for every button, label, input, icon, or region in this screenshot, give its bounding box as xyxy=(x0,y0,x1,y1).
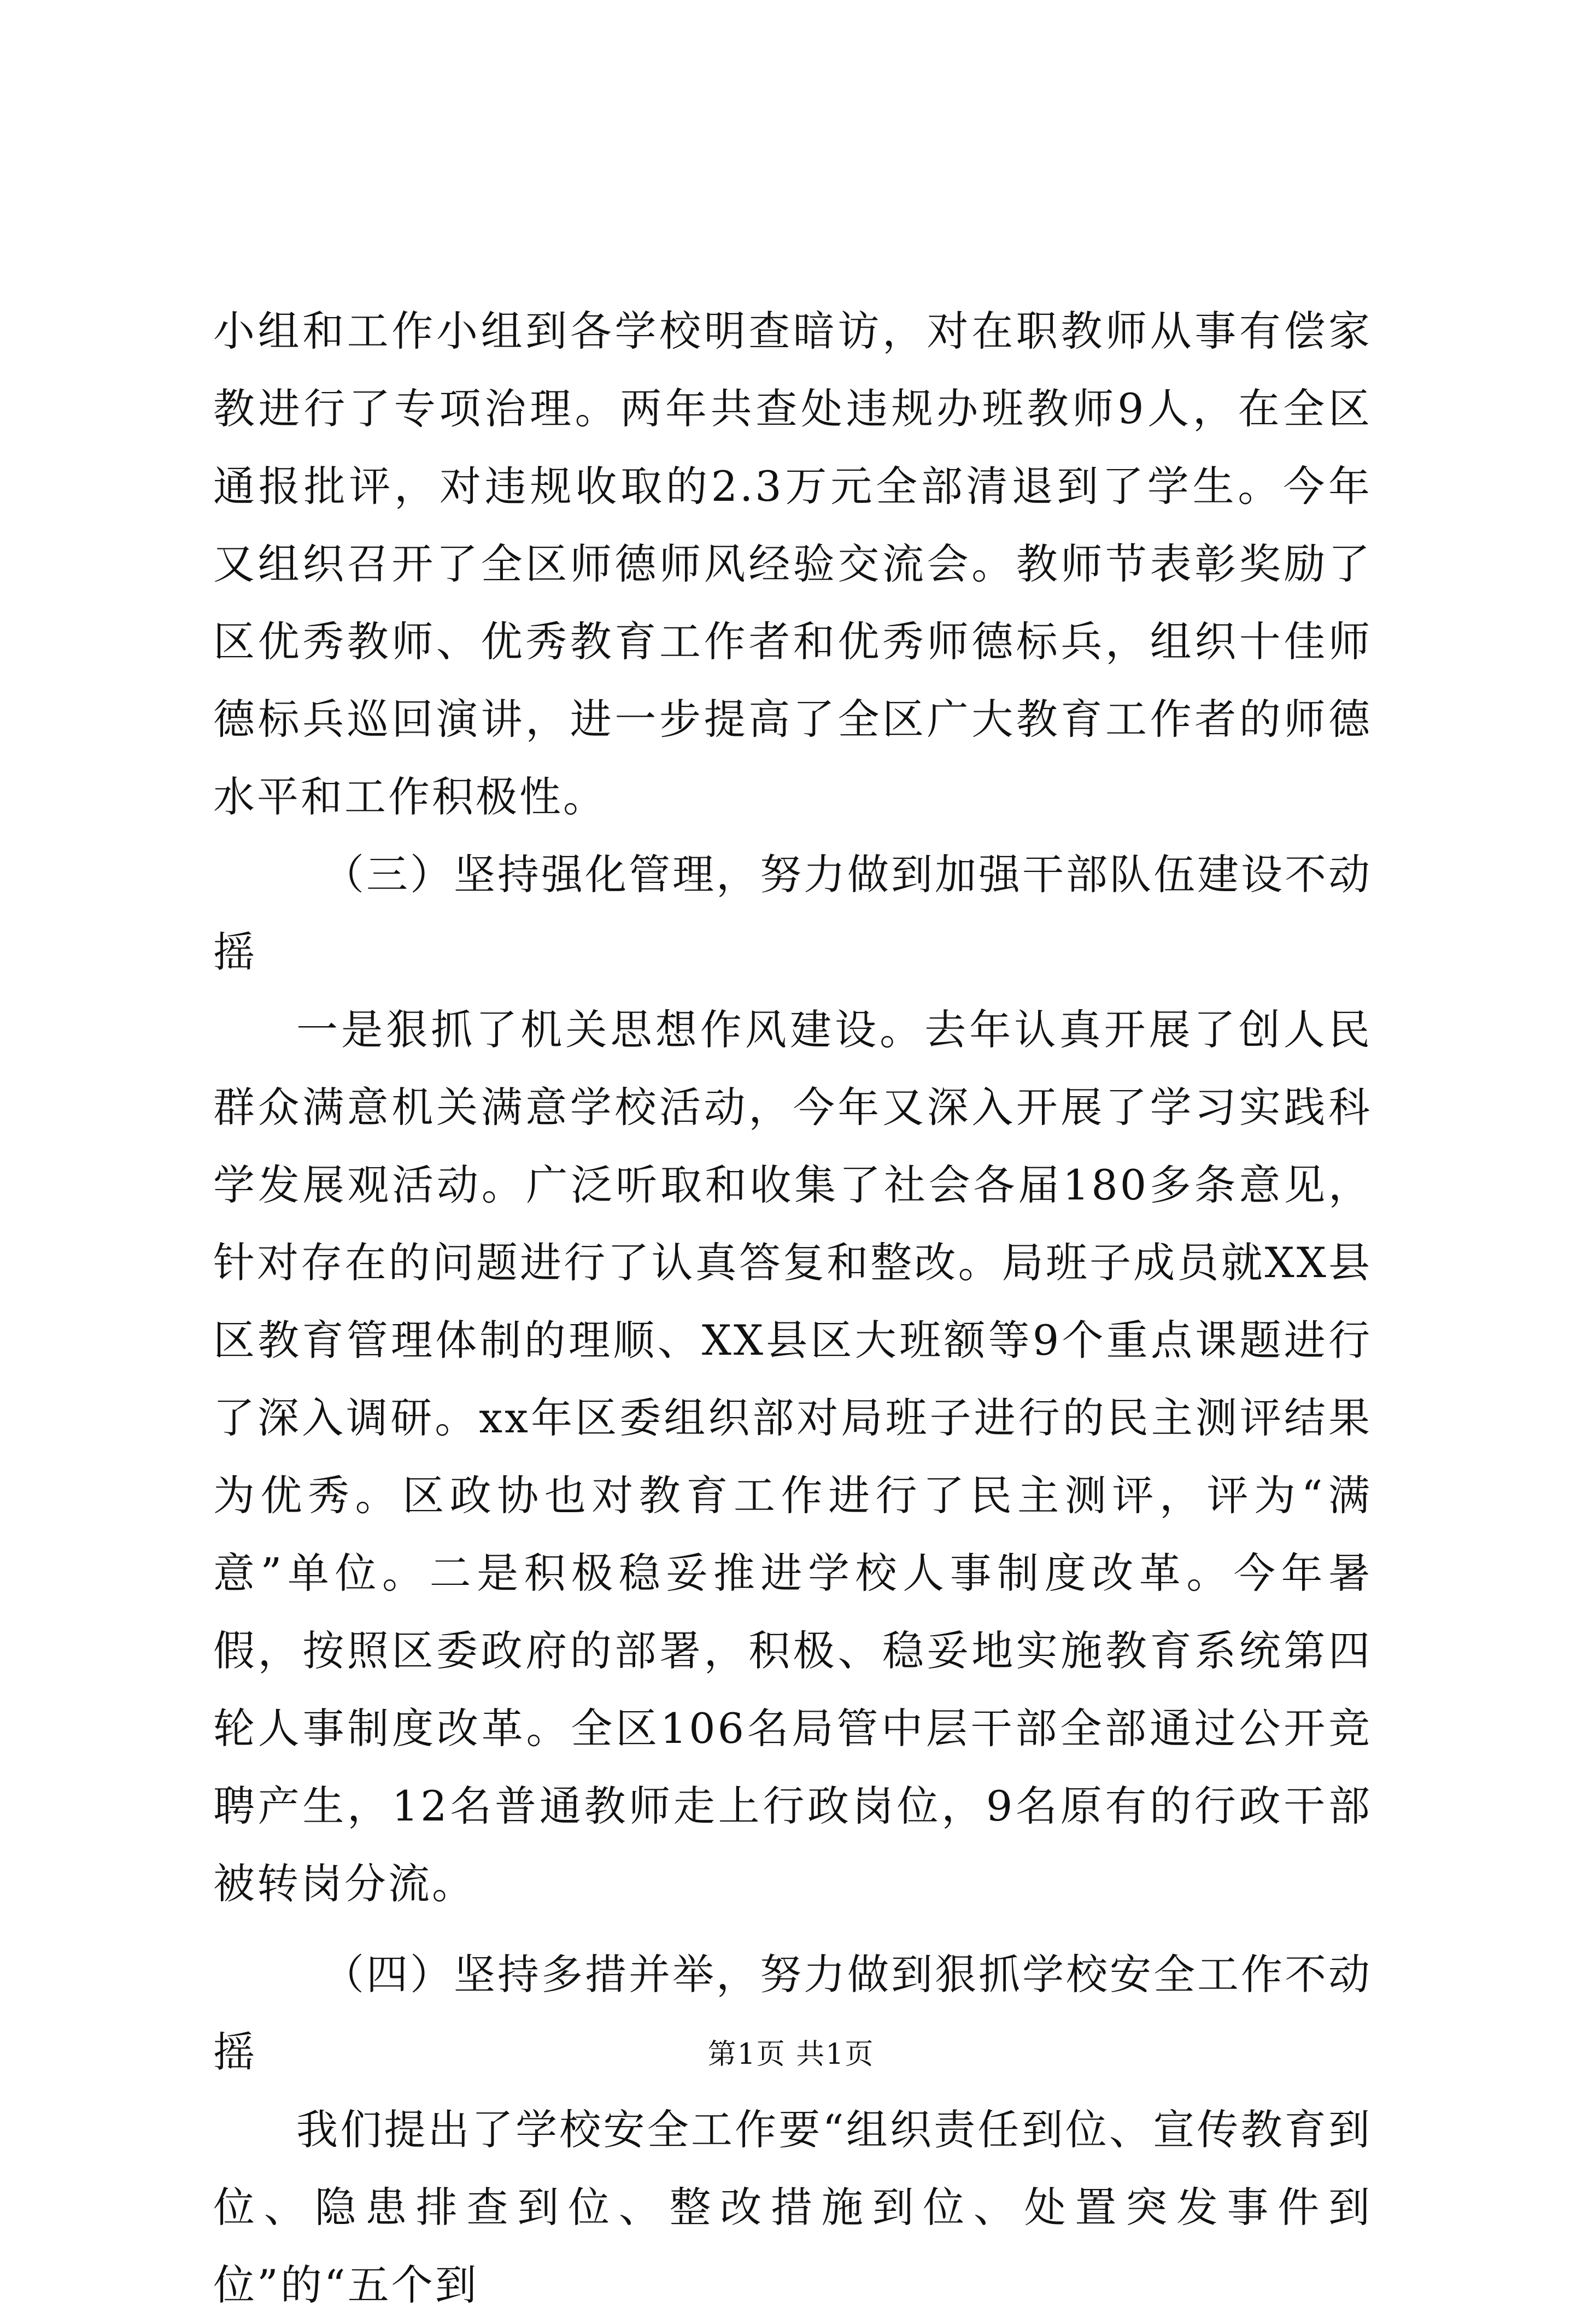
body-paragraph-3: 我们提出了学校安全工作要“组织责任到位、宣传教育到位、隐患排查到位、整改措施到位、处置突发事件到位”的“五个到 xyxy=(213,2105,1372,2309)
section-heading-3: （三）坚持强化管理，努力做到加强干部队伍建设不动摇 xyxy=(213,850,1372,976)
document-body xyxy=(213,292,1372,2324)
page-footer: 第1页 共1页 xyxy=(707,2038,875,2071)
body-paragraph-2: 一是狠抓了机关思想作风建设。去年认真开展了创人民群众满意机关满意学校活动，今年又深入开展了学习实践科学发展观活动。广泛听取和收集了社会各届180多条意见，针对存在的问题进行了认真答复和整改。局班子成员就XX县区教育管理体制的理顺、XX县区大班额等9个重点课题进行了深入调研。xx年区委组织部对局班子进行的民主测评结果为优秀。区政协也对教育工作进行了民主测评，评为“满意”单位。二是积极稳妥推进学校人事制度改革。今年暑假，按照区委政府的部署，积极、稳妥地实施教育系统第四轮人事制度改革。全区106名局管中层干部全部通过公开竞聘产生，12名普通教师走上行政岗位，9名原有的行政干部被转岗分流。 xyxy=(213,1005,1372,1908)
body-paragraph-1: 小组和工作小组到各学校明查暗访，对在职教师从事有偿家教进行了专项治理。两年共查处违规办班教师9人，在全区通报批评，对违规收取的2.3万元全部清退到了学生。今年又组织召开了全区师德师风经验交流会。教师节表彰奖励了区优秀教师、优秀教育工作者和优秀师德标兵，组织十佳师德标兵巡回演讲，进一步提高了全区广大教育工作者的师德水平和工作积极性。 xyxy=(213,307,1372,821)
section-heading-4: （四）坚持多措并举，努力做到狠抓学校安全工作不动摇 xyxy=(213,1950,1372,2076)
